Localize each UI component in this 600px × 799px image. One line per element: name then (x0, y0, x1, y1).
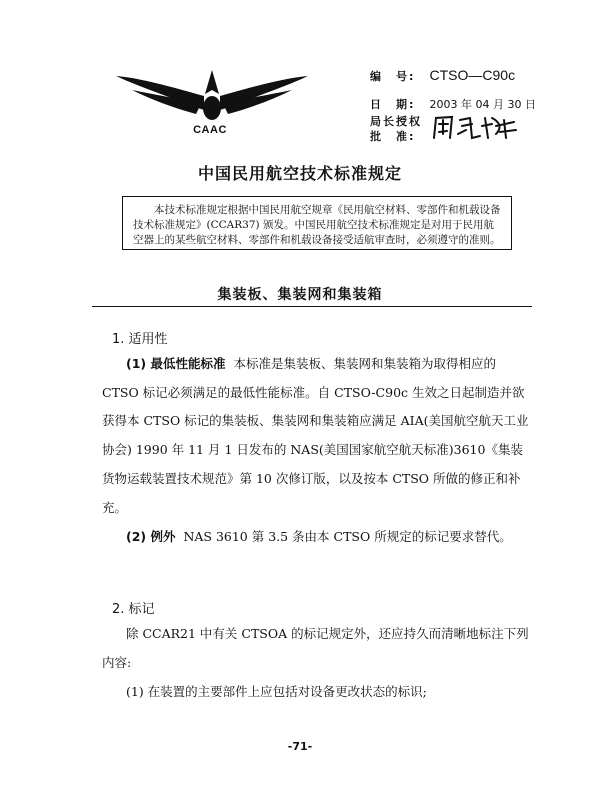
number-label: 编 号: (370, 70, 416, 83)
item-text: NAS 3610 第 3.5 条由本 CTSO 所规定的标记要求替代。 (183, 529, 512, 544)
date-value: 2003 年 04 月 30 日 (429, 98, 536, 111)
section-2-intro (102, 620, 532, 677)
approve-label-1: 局长授权 (370, 115, 422, 128)
date-label: 日 期: (370, 98, 416, 111)
item-text: (1) 在装置的主要部件上应包括对设备更改状态的标识; (126, 684, 427, 699)
meta-date (370, 96, 536, 112)
section-1-item-2 (102, 523, 532, 552)
section-heading: 1. 适用性 (112, 332, 168, 347)
document-title: 中国民用航空技术标准规定 (197, 164, 402, 183)
section-heading: 2. 标记 (112, 602, 155, 617)
meta-approve-2 (370, 128, 426, 144)
section-1-item-1 (102, 350, 532, 522)
intro-text: 除 CCAR21 中有关 CTSOA 的标记规定外，还应持久而清晰地标注下列内容: (102, 626, 529, 670)
approve-label-2: 批 准: (370, 130, 416, 143)
handwritten-signature (430, 112, 520, 142)
number-value: CTSO—C90c (429, 67, 516, 83)
page-number: -71- (287, 740, 313, 753)
item-label: (2) 例外 (126, 529, 176, 544)
meta-number (370, 67, 515, 84)
document-subtitle: 集装板、集装网和集装箱 (217, 287, 383, 303)
section-2-item-1 (102, 678, 532, 707)
meta-approve-1 (370, 113, 426, 129)
logo-text: CAAC (193, 124, 227, 136)
divider (92, 306, 532, 307)
item-label: (1) 最低性能标准 (126, 356, 226, 371)
item-text: 本标准是集装板、集装网和集装箱为取得相应的 CTSO 标记必须满足的最低性能标准。自 CTSO-C90c 生效之日起制造并欲获得本 CTSO 标记的集装板、集装网和集装箱应满足 AIA(美国航空航天工业协会) 1990 年 11 月 1 日发布的 NAS(美国国家航空航天标准)3610《集装货物运载装置技术规范》第 10 次修订版，以及按本 CTSO 所做的修正和补充。 (102, 356, 529, 515)
notice-box: 本技术标准规定根据中国民用航空规章《民用航空材料、零部件和机载设备技术标准规定》(CCAR37) 颁发。中国民用航空技术标准规定是对用于民用航空器上的某些航空材料、零部件和机载设备接受适航审查时，必须遵守的准则。 (122, 196, 512, 250)
